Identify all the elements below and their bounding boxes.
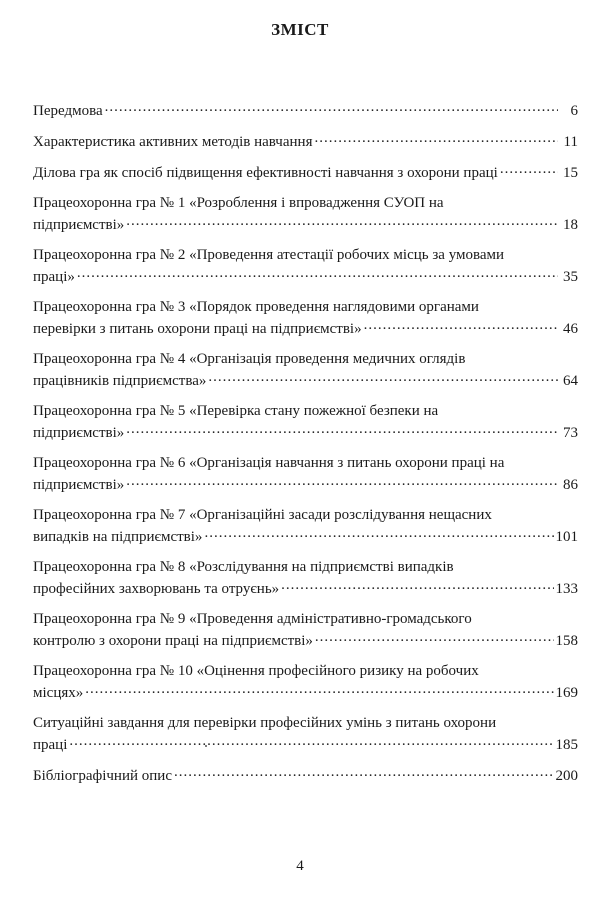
toc-entry[interactable] — [33, 401, 578, 444]
dot-leader — [126, 477, 558, 492]
toc-entry-title: Працеохоронна гра № 8 «Розслідування на підприємстві випадків — [33, 559, 454, 575]
dot-leader — [500, 165, 558, 180]
dot-leader — [85, 685, 553, 700]
toc-entry-title: Працеохоронна гра № 9 «Проведення адміністративно-громадського — [33, 611, 472, 627]
dot-leader — [77, 269, 558, 284]
toc-entry-title: Працеохоронна гра № 3 «Порядок проведення наглядовими органами — [33, 299, 479, 315]
toc-entry-title: місцях» — [33, 685, 84, 701]
toc-entry-title: контролю з охорони праці на підприємстві» — [33, 633, 313, 649]
dot-leader — [105, 103, 558, 118]
toc-entry-title: випадків на підприємстві» — [33, 529, 203, 545]
dot-leader — [315, 633, 554, 648]
toc-entry-title: працівників підприємства» — [33, 373, 207, 389]
toc-entry-page: 101 — [555, 529, 578, 545]
toc-entry[interactable] — [33, 162, 578, 184]
dot-leader — [364, 321, 558, 336]
scan-speck — [205, 745, 207, 747]
toc-entry-title: підприємстві» — [33, 425, 125, 441]
toc-entry-title: підприємстві» — [33, 217, 125, 233]
toc-entry-title: професійних захворювань та отруєнь» — [33, 581, 280, 597]
toc-entry-title: Працеохоронна гра № 10 «Оцінення професійного ризику на робочих — [33, 663, 479, 679]
toc-entry[interactable] — [33, 297, 578, 340]
toc-entry[interactable] — [33, 100, 578, 122]
toc-entry-page: 200 — [555, 768, 578, 784]
toc-entry[interactable] — [33, 713, 578, 756]
toc-entry-title: Працеохоронна гра № 4 «Організація проведення медичних оглядів — [33, 351, 466, 367]
toc-entry-title: Працеохоронна гра № 7 «Організаційні засади розслідування нещасних — [33, 507, 492, 523]
page-title: ЗМІСТ — [271, 20, 329, 39]
toc-entry-title: праці» — [33, 269, 75, 285]
toc-entry-page: 133 — [555, 581, 578, 597]
toc-entry-title: перевірки з питань охорони праці на підприємстві» — [33, 321, 362, 337]
dot-leader — [281, 581, 553, 596]
table-of-contents — [33, 100, 578, 796]
dot-leader — [204, 529, 553, 544]
toc-entry-title: Ділова гра як спосіб підвищення ефективності навчання з охорони праці — [33, 165, 498, 181]
toc-entry-title: праці — [33, 737, 68, 753]
toc-entry-page: 18 — [563, 217, 578, 233]
toc-entry[interactable] — [33, 661, 578, 704]
dot-leader — [126, 217, 558, 232]
toc-entry-title: Працеохоронна гра № 2 «Проведення атестації робочих місць за умовами — [33, 247, 505, 263]
toc-entry-page: 15 — [563, 165, 578, 181]
toc-entry-page: 11 — [563, 134, 578, 150]
toc-entry-title: підприємстві» — [33, 477, 125, 493]
toc-entry-page: 35 — [563, 269, 578, 285]
toc-entry-title: Характеристика активних методів навчання — [33, 134, 313, 150]
toc-entry[interactable] — [33, 193, 578, 236]
toc-entry[interactable] — [33, 453, 578, 496]
dot-leader — [69, 737, 553, 752]
toc-entry-page: 73 — [563, 425, 578, 441]
dot-leader — [208, 373, 558, 388]
toc-entry[interactable] — [33, 765, 578, 787]
toc-entry-title: Передмова — [33, 103, 103, 119]
toc-entry[interactable] — [33, 609, 578, 652]
toc-entry-page: 6 — [570, 103, 578, 119]
dot-leader — [174, 768, 554, 783]
toc-entry-title: Працеохоронна гра № 6 «Організація навчання з питань охорони праці на — [33, 455, 505, 471]
toc-entry-page: 64 — [563, 373, 578, 389]
toc-entry-page: 185 — [555, 737, 578, 753]
toc-entry-page: 86 — [563, 477, 578, 493]
toc-entry[interactable] — [33, 505, 578, 548]
toc-entry[interactable] — [33, 557, 578, 600]
toc-entry-title: Працеохоронна гра № 5 «Перевірка стану пожежної безпеки на — [33, 403, 439, 419]
toc-entry-page: 169 — [555, 685, 578, 701]
toc-entry-title: Працеохоронна гра № 1 «Розроблення і впровадження СУОП на — [33, 195, 444, 211]
dot-leader — [126, 425, 558, 440]
page-number: 4 — [296, 858, 304, 874]
toc-entry-page: 46 — [563, 321, 578, 337]
toc-entry-page: 158 — [555, 633, 578, 649]
toc-entry[interactable] — [33, 245, 578, 288]
toc-entry[interactable] — [33, 349, 578, 392]
dot-leader — [314, 134, 558, 149]
toc-entry-title: Бібліографічний опис — [33, 768, 172, 784]
toc-entry[interactable] — [33, 131, 578, 153]
toc-entry-title: Ситуаційні завдання для перевірки професійних умінь з питань охорони — [33, 715, 497, 731]
